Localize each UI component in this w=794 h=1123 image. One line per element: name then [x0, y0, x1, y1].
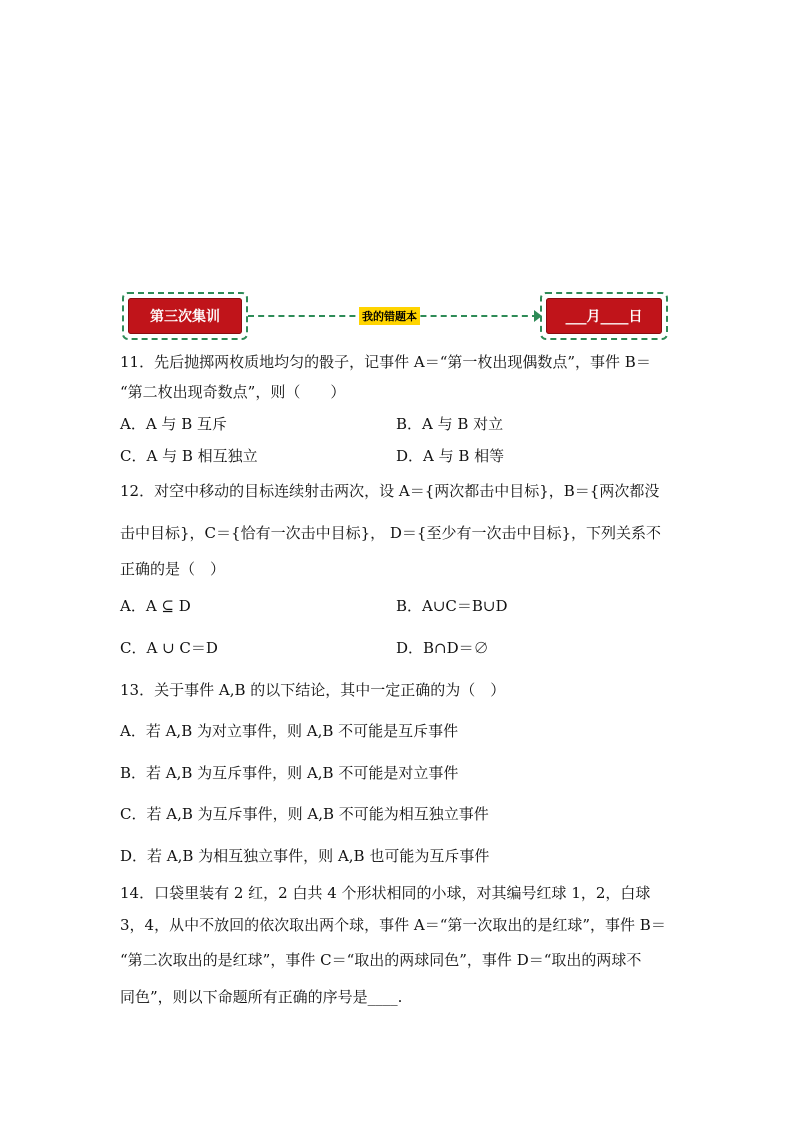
q12-option-d: D．B∩D＝∅	[396, 639, 489, 657]
date-label: ___月____日	[546, 298, 662, 334]
q14-stem-line2: 3，4，从中不放回的依次取出两个球，事件 A＝“第一次取出的是红球”，事件 B＝	[120, 916, 666, 934]
q13-option-a: A．若 A,B 为对立事件，则 A,B 不可能是互斥事件	[120, 722, 459, 740]
q12-stem-line1: 12．对空中移动的目标连续射击两次，设 A＝{两次都击中目标}，B＝{两次都没	[120, 482, 660, 500]
q11-option-d: D．A 与 B 相等	[396, 447, 505, 465]
section-banner	[122, 292, 668, 340]
q12-stem-line3: 正确的是（ ）	[120, 560, 226, 578]
q14-stem-line4: 同色”，则以下命题所有正确的序号是____.	[120, 988, 403, 1006]
q13-option-c: C．若 A,B 为互斥事件，则 A,B 不可能为相互独立事件	[120, 805, 489, 823]
q13-stem: 13．关于事件 A,B 的以下结论，其中一定正确的为（ ）	[120, 681, 506, 699]
q12-option-a: A．A ⊆ D	[120, 597, 191, 615]
q11-stem-line1: 11．先后抛掷两枚质地均匀的骰子，记事件 A＝“第一枚出现偶数点”，事件 B＝	[120, 353, 651, 371]
q14-stem-line1: 14．口袋里装有 2 红，2 白共 4 个形状相同的小球，对其编号红球 1，2，白球	[120, 884, 651, 902]
session-label: 第三次集训	[128, 298, 242, 334]
q11-option-a: A．A 与 B 互斥	[120, 415, 227, 433]
date-box	[540, 292, 668, 340]
q12-option-c: C．A ∪ C＝D	[120, 639, 218, 657]
q14-stem-line3: “第二次取出的是红球”，事件 C＝“取出的两球同色”，事件 D＝“取出的两球不	[120, 951, 642, 969]
q11-option-b: B．A 与 B 对立	[396, 415, 504, 433]
q13-option-d: D．若 A,B 为相互独立事件，则 A,B 也可能为互斥事件	[120, 847, 490, 865]
q13-option-b: B．若 A,B 为互斥事件，则 A,B 不可能是对立事件	[120, 764, 459, 782]
q12-stem-line2: 击中目标}，C＝{恰有一次击中目标}， D＝{至少有一次击中目标}，下列关系不	[120, 524, 661, 542]
q11-option-c: C．A 与 B 相互独立	[120, 447, 258, 465]
q11-stem-line2: “第二枚出现奇数点”，则（ ）	[120, 383, 346, 401]
notebook-tag: 我的错题本	[359, 307, 420, 325]
q12-option-b: B．A∪C＝B∪D	[396, 597, 508, 615]
session-label-box	[122, 292, 248, 340]
